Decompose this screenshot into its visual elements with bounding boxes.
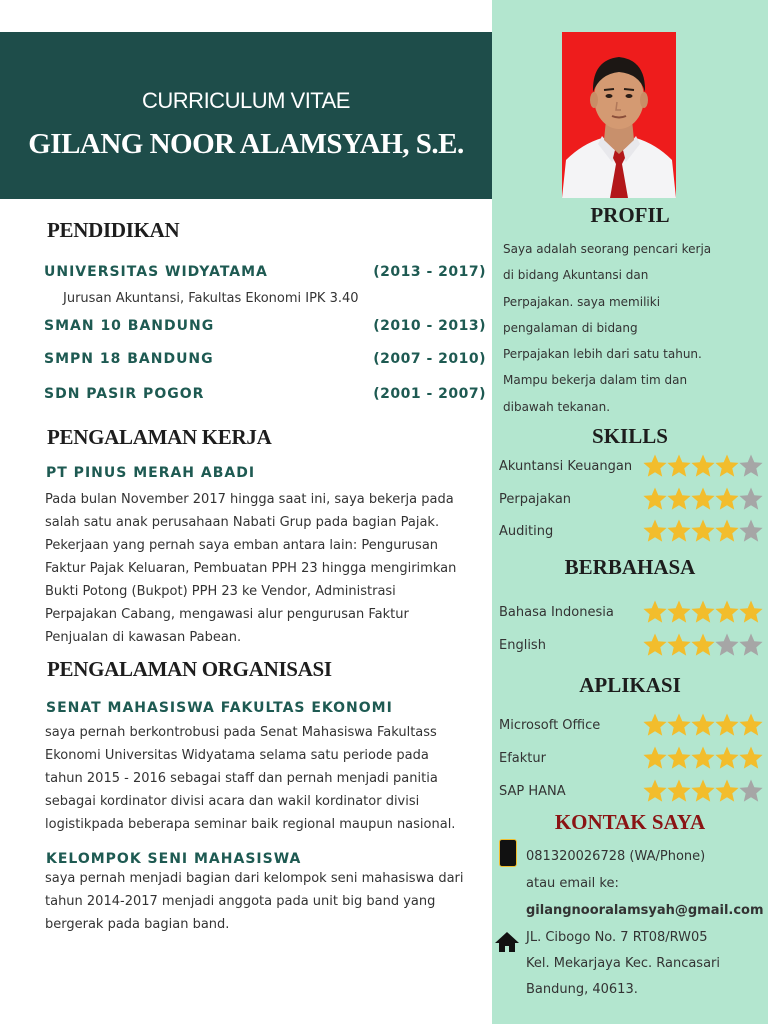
star-empty-icon [738,778,764,804]
education-years: (2013 - 2017) [373,264,486,280]
star-filled-icon [642,632,668,658]
text-line: Perpajakan Cabang, mengawasi alur pengurusan Faktur [45,607,409,622]
star-filled-icon [666,712,692,738]
text-line: Perpajakan. saya memiliki [503,294,661,309]
text-line: logistikpada beberapa seminar baik regional maupun nasional. [45,817,456,832]
skills-title: SKILLS [592,424,668,448]
star-filled-icon [738,745,764,771]
organization-name: SENAT MAHASISWA FAKULTAS EKONOMI [46,700,393,716]
star-empty-icon [738,486,764,512]
contact-title: KONTAK SAYA [554,810,706,834]
star-filled-icon [714,453,740,479]
text-line: Saya adalah seorang pencari kerja [503,242,712,256]
education-school: SMPN 18 BANDUNG [44,351,214,367]
text-line: salah satu anak perusahaan Nabati Grup pada bagian Pajak. [45,515,440,530]
text-line: tahun 2015 - 2016 sebagai staff dan pernah menjadi panitia [45,771,438,786]
text-line: Bukti Potong (Bukpot) PPH 23 ke Vendor, Administrasi [45,584,396,599]
contact-address-line: Bandung, 40613. [526,982,638,997]
text-line: dibawah tekanan. [503,399,611,414]
skill-label: Akuntansi Keuangan [499,459,633,474]
work-title: PENGALAMAN KERJA [47,425,272,449]
star-filled-icon [666,632,692,658]
app-label: Efaktur [499,751,546,766]
profile-description [503,236,753,420]
star-filled-icon [666,486,692,512]
education-school: SDN PASIR POGOR [44,386,205,402]
star-empty-icon [738,632,764,658]
skill-row [499,453,768,481]
home-icon [494,931,520,957]
text-line: bergerak pada bagian band. [45,917,230,932]
star-filled-icon [642,599,668,625]
star-filled-icon [666,778,692,804]
text-line: Ekonomi Universitas Widyatama selama satu periode pada [45,748,429,763]
education-school: UNIVERSITAS WIDYATAMA [44,264,268,280]
education-item [44,386,486,408]
text-line: Faktur Pajak Keluaran, Pembuatan PPH 23 hingga mengirimkan [45,561,457,576]
skill-row [499,518,768,546]
text-line: Pada bulan November 2017 hingga saat ini, saya bekerja pada [45,492,454,507]
education-years: (2001 - 2007) [373,386,486,402]
contact-email-label: atau email ke: [526,876,619,891]
organization-description [45,867,485,936]
star-empty-icon [738,518,764,544]
star-filled-icon [642,453,668,479]
work-description [45,488,485,649]
star-empty-icon [738,453,764,479]
contact-phone[interactable]: 081320026728 (WA/Phone) [526,849,706,864]
languages-title: BERBAHASA [564,555,696,579]
text-line: Perpajakan lebih dari satu tahun. [503,347,702,362]
work-company: PT PINUS MERAH ABADI [46,465,256,481]
star-filled-icon [666,599,692,625]
language-row [499,632,768,660]
text-line: Mampu bekerja dalam tim dan [503,373,688,388]
contact-address-line: JL. Cibogo No. 7 RT08/RW05 [526,930,708,945]
text-line: Pekerjaan yang pernah saya emban antara lain: Pengurusan [45,538,439,553]
star-filled-icon [690,518,716,544]
app-label: Microsoft Office [499,718,601,733]
star-filled-icon [642,778,668,804]
text-line: Penjualan di kawasan Pabean. [45,630,242,645]
education-item [44,351,486,373]
star-filled-icon [666,518,692,544]
organization-title: PENGALAMAN ORGANISASI [47,657,332,681]
education-years: (2010 - 2013) [373,318,486,334]
skill-label: Auditing [499,524,554,539]
person-name: GILANG NOOR ALAMSYAH, S.E. [28,128,464,160]
star-filled-icon [714,486,740,512]
education-title: PENDIDIKAN [47,218,180,242]
star-filled-icon [642,518,668,544]
star-filled-icon [690,745,716,771]
text-line: di bidang Akuntansi dan [503,268,649,283]
profile-photo [562,32,676,198]
education-item [44,318,486,340]
star-filled-icon [738,599,764,625]
education-school: SMAN 10 BANDUNG [44,318,215,334]
text-line: saya pernah berkontrobusi pada Senat Mahasiswa Fakultass [45,725,437,740]
cv-subtitle: CURRICULUM VITAE [142,88,350,113]
organization-description [45,721,485,836]
text-line: sebagai kordinator divisi acara dan wakil kordinator divisi [45,794,420,809]
skill-label: Perpajakan [499,492,572,507]
organization-name: KELOMPOK SENI MAHASISWA [46,851,302,867]
phone-icon [499,839,517,867]
skill-row [499,486,768,514]
star-filled-icon [690,599,716,625]
profile-title: PROFIL [590,203,670,227]
star-empty-icon [714,632,740,658]
education-detail: Jurusan Akuntansi, Fakultas Ekonomi IPK 3.40 [63,291,359,306]
star-filled-icon [690,453,716,479]
contact-email[interactable]: gilangnooralamsyah@gmail.com [526,903,764,918]
app-label: SAP HANA [499,784,566,799]
star-filled-icon [738,712,764,738]
star-filled-icon [642,486,668,512]
language-row [499,599,768,627]
star-filled-icon [666,453,692,479]
star-filled-icon [714,778,740,804]
contact-address-line: Kel. Mekarjaya Kec. Rancasari [526,956,720,971]
star-filled-icon [690,778,716,804]
star-filled-icon [666,745,692,771]
star-filled-icon [714,599,740,625]
star-filled-icon [642,745,668,771]
education-years: (2007 - 2010) [373,351,486,367]
star-filled-icon [714,518,740,544]
education-item [44,264,486,286]
app-row [499,778,768,806]
star-filled-icon [714,712,740,738]
header-banner [0,32,492,199]
language-label: Bahasa Indonesia [499,605,614,620]
text-line: saya pernah menjadi bagian dari kelompok seni mahasiswa dari [45,871,464,886]
star-filled-icon [642,712,668,738]
app-row [499,745,768,773]
language-label: English [499,638,546,653]
star-filled-icon [690,486,716,512]
app-row [499,712,768,740]
text-line: pengalaman di bidang [503,320,638,335]
star-filled-icon [690,632,716,658]
star-filled-icon [714,745,740,771]
apps-title: APLIKASI [579,673,681,697]
text-line: tahun 2014-2017 menjadi anggota pada unit big band yang [45,894,436,909]
star-filled-icon [690,712,716,738]
